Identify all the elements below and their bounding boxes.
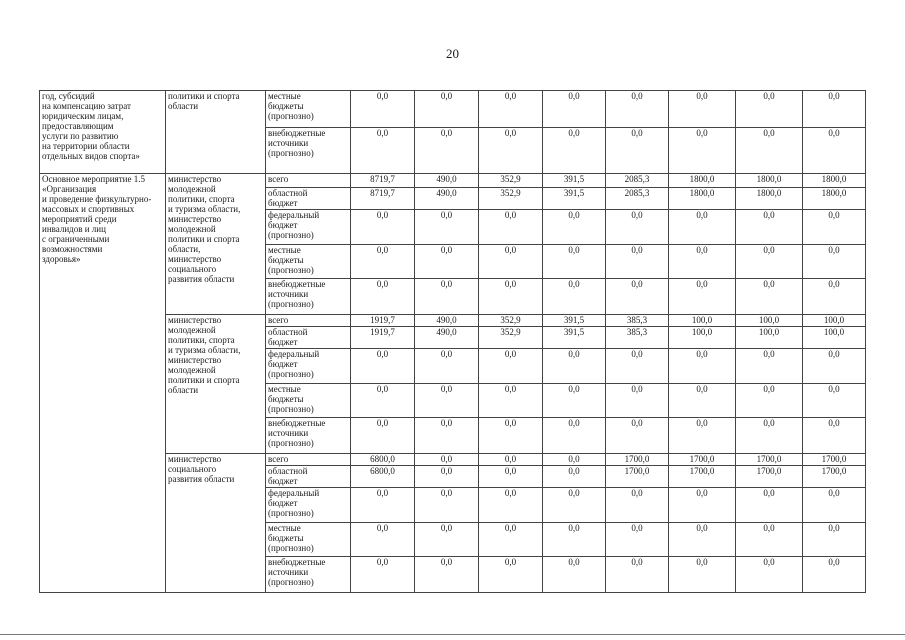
funding-source: областной бюджет bbox=[266, 188, 351, 210]
amount-cell: 0,0 bbox=[669, 488, 736, 523]
amount-cell: 0,0 bbox=[543, 454, 606, 466]
amount-cell: 0,0 bbox=[606, 245, 669, 279]
amount-cell: 0,0 bbox=[415, 128, 479, 174]
funding-source: федеральный бюджет (прогнозно) bbox=[266, 349, 351, 384]
amount-cell: 0,0 bbox=[479, 91, 543, 128]
amount-cell: 0,0 bbox=[543, 557, 606, 593]
funding-source: внебюджетные источники (прогнозно) bbox=[266, 279, 351, 315]
amount-cell: 0,0 bbox=[736, 418, 803, 454]
amount-cell: 0,0 bbox=[803, 349, 866, 384]
amount-cell: 0,0 bbox=[479, 454, 543, 466]
amount-cell: 0,0 bbox=[415, 91, 479, 128]
amount-cell: 0,0 bbox=[803, 279, 866, 315]
amount-cell: 1800,0 bbox=[669, 188, 736, 210]
amount-cell: 0,0 bbox=[669, 384, 736, 418]
amount-cell: 0,0 bbox=[669, 210, 736, 245]
budget-table bbox=[39, 90, 866, 593]
amount-cell: 1800,0 bbox=[669, 174, 736, 188]
amount-cell: 352,9 bbox=[479, 315, 543, 327]
amount-cell: 391,5 bbox=[543, 315, 606, 327]
amount-cell: 0,0 bbox=[606, 91, 669, 128]
amount-cell: 352,9 bbox=[479, 174, 543, 188]
amount-cell: 0,0 bbox=[669, 349, 736, 384]
funding-source: местные бюджеты (прогнозно) bbox=[266, 245, 351, 279]
funding-source: внебюджетные источники (прогнозно) bbox=[266, 418, 351, 454]
amount-cell: 1800,0 bbox=[736, 174, 803, 188]
amount-cell: 1700,0 bbox=[803, 466, 866, 488]
amount-cell: 385,3 bbox=[606, 315, 669, 327]
amount-cell: 8719,7 bbox=[351, 174, 415, 188]
page-number: 20 bbox=[446, 46, 459, 61]
table-row bbox=[40, 91, 866, 128]
amount-cell: 0,0 bbox=[543, 488, 606, 523]
amount-cell: 352,9 bbox=[479, 188, 543, 210]
amount-cell: 0,0 bbox=[543, 210, 606, 245]
amount-cell: 0,0 bbox=[479, 488, 543, 523]
funding-source: местные бюджеты (прогнозно) bbox=[266, 523, 351, 557]
executor-cell: министерство молодежной политики, спорта и туризма области, министерство молодежной политики и спорта области, министерство социального развития области bbox=[166, 174, 266, 315]
amount-cell: 6800,0 bbox=[351, 466, 415, 488]
executor-cell: министерство молодежной политики, спорта и туризма области, министерство молодежной политики и спорта области bbox=[166, 315, 266, 454]
amount-cell: 2085,3 bbox=[606, 174, 669, 188]
amount-cell: 0,0 bbox=[351, 245, 415, 279]
funding-source: местные бюджеты (прогнозно) bbox=[266, 91, 351, 128]
funding-source: внебюджетные источники (прогнозно) bbox=[266, 128, 351, 174]
amount-cell: 0,0 bbox=[803, 128, 866, 174]
amount-cell: 391,5 bbox=[543, 174, 606, 188]
amount-cell: 0,0 bbox=[606, 384, 669, 418]
amount-cell: 0,0 bbox=[606, 349, 669, 384]
amount-cell: 0,0 bbox=[736, 523, 803, 557]
amount-cell: 1700,0 bbox=[669, 454, 736, 466]
amount-cell: 0,0 bbox=[415, 210, 479, 245]
amount-cell: 0,0 bbox=[415, 488, 479, 523]
amount-cell: 1700,0 bbox=[736, 466, 803, 488]
amount-cell: 0,0 bbox=[736, 128, 803, 174]
amount-cell: 0,0 bbox=[543, 466, 606, 488]
amount-cell: 100,0 bbox=[736, 327, 803, 349]
amount-cell: 0,0 bbox=[351, 557, 415, 593]
amount-cell: 0,0 bbox=[543, 279, 606, 315]
funding-source: всего bbox=[266, 454, 351, 466]
amount-cell: 0,0 bbox=[415, 418, 479, 454]
amount-cell: 100,0 bbox=[803, 327, 866, 349]
amount-cell: 0,0 bbox=[543, 91, 606, 128]
amount-cell: 0,0 bbox=[351, 349, 415, 384]
amount-cell: 1919,7 bbox=[351, 327, 415, 349]
amount-cell: 0,0 bbox=[479, 279, 543, 315]
amount-cell: 0,0 bbox=[606, 210, 669, 245]
amount-cell: 0,0 bbox=[351, 384, 415, 418]
amount-cell: 0,0 bbox=[669, 245, 736, 279]
amount-cell: 0,0 bbox=[606, 557, 669, 593]
amount-cell: 1700,0 bbox=[803, 454, 866, 466]
amount-cell: 0,0 bbox=[736, 488, 803, 523]
amount-cell: 0,0 bbox=[543, 245, 606, 279]
amount-cell: 385,3 bbox=[606, 327, 669, 349]
amount-cell: 0,0 bbox=[479, 210, 543, 245]
amount-cell: 0,0 bbox=[606, 279, 669, 315]
page-bottom-line bbox=[0, 634, 905, 635]
amount-cell: 0,0 bbox=[415, 454, 479, 466]
amount-cell: 1700,0 bbox=[606, 454, 669, 466]
amount-cell: 1700,0 bbox=[736, 454, 803, 466]
table-row bbox=[40, 174, 866, 188]
amount-cell: 100,0 bbox=[803, 315, 866, 327]
funding-source: областной бюджет bbox=[266, 466, 351, 488]
amount-cell: 0,0 bbox=[479, 557, 543, 593]
table-body bbox=[40, 91, 866, 593]
amount-cell: 0,0 bbox=[351, 210, 415, 245]
amount-cell: 0,0 bbox=[543, 349, 606, 384]
amount-cell: 0,0 bbox=[669, 418, 736, 454]
amount-cell: 6800,0 bbox=[351, 454, 415, 466]
amount-cell: 352,9 bbox=[479, 327, 543, 349]
amount-cell: 0,0 bbox=[736, 210, 803, 245]
amount-cell: 0,0 bbox=[669, 91, 736, 128]
amount-cell: 0,0 bbox=[606, 128, 669, 174]
amount-cell: 0,0 bbox=[669, 279, 736, 315]
amount-cell: 0,0 bbox=[351, 523, 415, 557]
funding-source: областной бюджет bbox=[266, 327, 351, 349]
executor-cell: министерство социального развития области bbox=[166, 454, 266, 593]
amount-cell: 0,0 bbox=[736, 245, 803, 279]
amount-cell: 0,0 bbox=[479, 418, 543, 454]
amount-cell: 2085,3 bbox=[606, 188, 669, 210]
amount-cell: 391,5 bbox=[543, 327, 606, 349]
amount-cell: 0,0 bbox=[479, 128, 543, 174]
amount-cell: 490,0 bbox=[415, 188, 479, 210]
amount-cell: 0,0 bbox=[803, 523, 866, 557]
funding-source: всего bbox=[266, 174, 351, 188]
amount-cell: 0,0 bbox=[803, 488, 866, 523]
amount-cell: 0,0 bbox=[479, 384, 543, 418]
amount-cell: 0,0 bbox=[803, 91, 866, 128]
amount-cell: 0,0 bbox=[479, 466, 543, 488]
amount-cell: 0,0 bbox=[415, 466, 479, 488]
amount-cell: 100,0 bbox=[736, 315, 803, 327]
measure-description: Основное мероприятие 1.5 «Организация и проведение физкультурно- массовых и спортивных мероприятий среди инвалидов и лиц с ограниченными возможностями здоровья» bbox=[40, 174, 166, 593]
amount-cell: 0,0 bbox=[736, 91, 803, 128]
amount-cell: 1800,0 bbox=[736, 188, 803, 210]
funding-source: внебюджетные источники (прогнозно) bbox=[266, 557, 351, 593]
amount-cell: 0,0 bbox=[669, 557, 736, 593]
amount-cell: 0,0 bbox=[479, 523, 543, 557]
amount-cell: 0,0 bbox=[351, 279, 415, 315]
amount-cell: 0,0 bbox=[606, 418, 669, 454]
amount-cell: 100,0 bbox=[669, 327, 736, 349]
amount-cell: 0,0 bbox=[669, 128, 736, 174]
amount-cell: 490,0 bbox=[415, 315, 479, 327]
amount-cell: 0,0 bbox=[415, 279, 479, 315]
amount-cell: 0,0 bbox=[543, 523, 606, 557]
amount-cell: 0,0 bbox=[479, 245, 543, 279]
funding-source: местные бюджеты (прогнозно) bbox=[266, 384, 351, 418]
amount-cell: 8719,7 bbox=[351, 188, 415, 210]
amount-cell: 0,0 bbox=[543, 384, 606, 418]
amount-cell: 0,0 bbox=[803, 557, 866, 593]
amount-cell: 0,0 bbox=[803, 384, 866, 418]
amount-cell: 0,0 bbox=[415, 349, 479, 384]
amount-cell: 0,0 bbox=[736, 557, 803, 593]
amount-cell: 1800,0 bbox=[803, 188, 866, 210]
amount-cell: 0,0 bbox=[803, 245, 866, 279]
funding-source: всего bbox=[266, 315, 351, 327]
amount-cell: 0,0 bbox=[736, 279, 803, 315]
amount-cell: 0,0 bbox=[669, 523, 736, 557]
amount-cell: 1919,7 bbox=[351, 315, 415, 327]
amount-cell: 0,0 bbox=[736, 384, 803, 418]
amount-cell: 0,0 bbox=[351, 418, 415, 454]
amount-cell: 0,0 bbox=[606, 488, 669, 523]
amount-cell: 1800,0 bbox=[803, 174, 866, 188]
amount-cell: 0,0 bbox=[351, 128, 415, 174]
amount-cell: 0,0 bbox=[351, 488, 415, 523]
amount-cell: 0,0 bbox=[415, 523, 479, 557]
amount-cell: 0,0 bbox=[606, 523, 669, 557]
amount-cell: 0,0 bbox=[803, 210, 866, 245]
amount-cell: 490,0 bbox=[415, 327, 479, 349]
amount-cell: 0,0 bbox=[543, 128, 606, 174]
amount-cell: 0,0 bbox=[351, 91, 415, 128]
amount-cell: 1700,0 bbox=[669, 466, 736, 488]
amount-cell: 391,5 bbox=[543, 188, 606, 210]
amount-cell: 1700,0 bbox=[606, 466, 669, 488]
funding-source: федеральный бюджет (прогнозно) bbox=[266, 488, 351, 523]
amount-cell: 0,0 bbox=[415, 557, 479, 593]
amount-cell: 0,0 bbox=[415, 245, 479, 279]
amount-cell: 0,0 bbox=[543, 418, 606, 454]
amount-cell: 0,0 bbox=[803, 418, 866, 454]
amount-cell: 0,0 bbox=[736, 349, 803, 384]
amount-cell: 0,0 bbox=[415, 384, 479, 418]
executor-cell: политики и спорта области bbox=[166, 91, 266, 174]
amount-cell: 100,0 bbox=[669, 315, 736, 327]
amount-cell: 490,0 bbox=[415, 174, 479, 188]
measure-description: год, субсидий на компенсацию затрат юридическим лицам, предоставляющим услуги по развитию на территории области отдельных видов спорта» bbox=[40, 91, 166, 174]
amount-cell: 0,0 bbox=[479, 349, 543, 384]
funding-source: федеральный бюджет (прогнозно) bbox=[266, 210, 351, 245]
